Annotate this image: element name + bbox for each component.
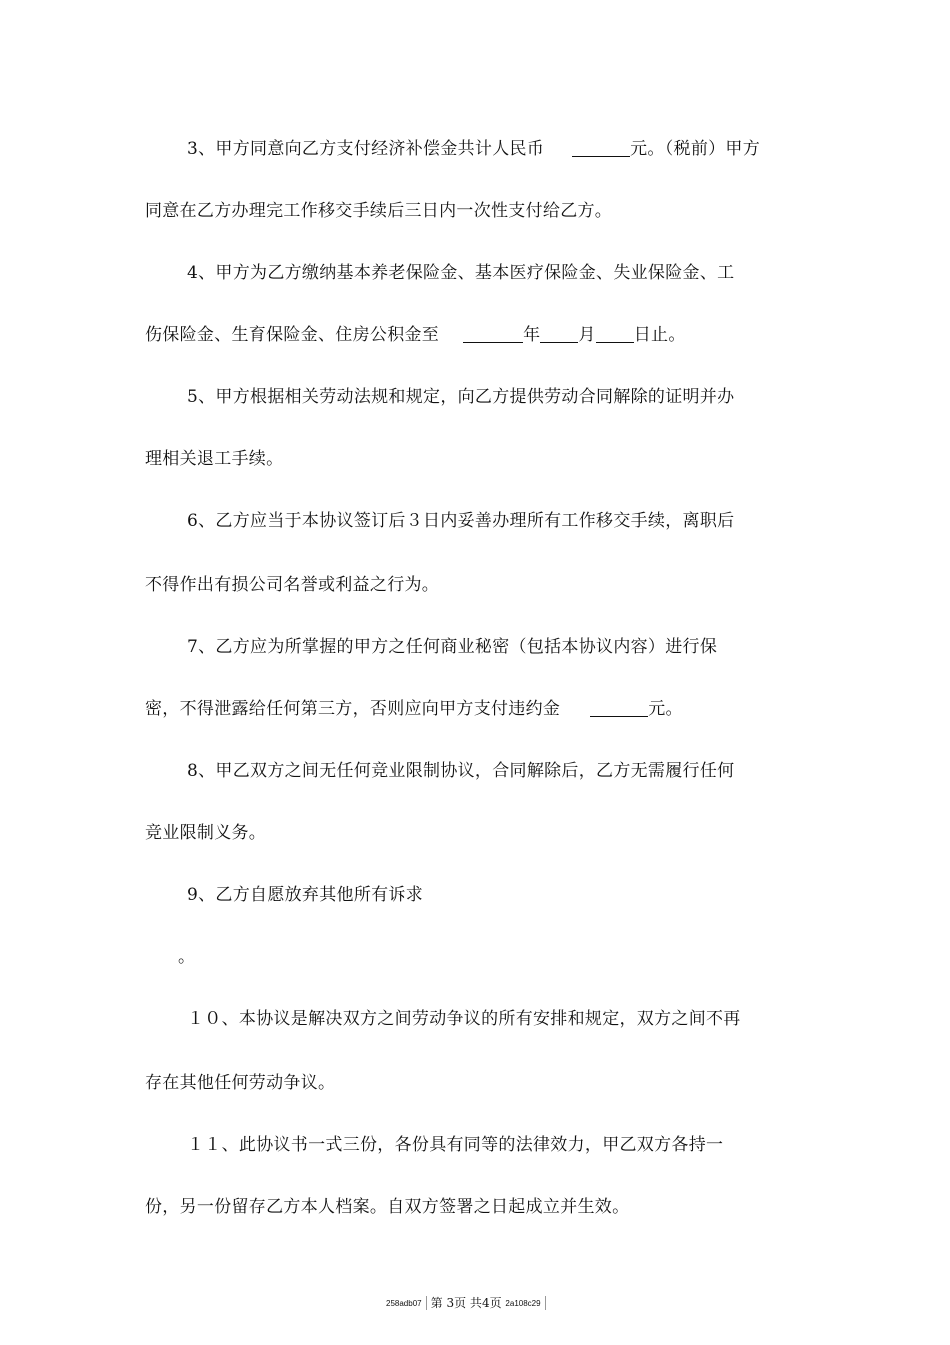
clause-9-line-2: 。 <box>178 947 196 967</box>
clause-9-line-1: 9、乙方自愿放弃其他所有诉求 <box>187 885 424 905</box>
page-current: 3 <box>446 1296 455 1310</box>
clause-6-line-2: 不得作出有损公司名誉或利益之行为。 <box>145 575 440 595</box>
clause-7-line-2 <box>145 698 683 720</box>
day-label: 日止。 <box>633 325 686 345</box>
penalty-amount-blank <box>590 700 648 717</box>
clause-7-text-a: 密，不得泄露给任何第三方，否则应向甲方支付违约金 <box>145 699 561 719</box>
footer-separator-left <box>426 1296 427 1310</box>
month-blank <box>540 326 578 343</box>
clause-5-line-1: 5、甲方根据相关劳动法规和规定，向乙方提供劳动合同解除的证明并办 <box>187 387 735 407</box>
clause-3-text-a: 3、甲方同意向乙方支付经济补偿金共计人民币 <box>187 139 545 159</box>
clause-8-line-1: 8、甲乙双方之间无任何竞业限制协议，合同解除后，乙方无需履行任何 <box>187 761 735 781</box>
clause-6-line-1: 6、乙方应当于本协议签订后３日内妥善办理所有工作移交手续，离职后 <box>187 511 735 531</box>
total-prefix: 共 <box>469 1296 482 1310</box>
footer-separator-right <box>545 1296 546 1310</box>
clause-11-line-1: １１、此协议书一式三份，各份具有同等的法律效力，甲乙双方各持一 <box>187 1135 724 1155</box>
compensation-amount-blank <box>572 140 630 157</box>
page-total: 4 <box>481 1296 490 1310</box>
clause-8-line-2: 竞业限制义务。 <box>145 823 267 843</box>
footer-code-right: 2a108c29 <box>505 1299 541 1308</box>
clause-4-text-a: 伤保险金、生育保险金、住房公积金至 <box>145 325 440 345</box>
total-suffix: 页 <box>489 1296 502 1310</box>
page-prefix: 第 <box>430 1296 443 1310</box>
year-label: 年 <box>523 325 541 345</box>
clause-4-line-1: 4、甲方为乙方缴纳基本养老保险金、基本医疗保险金、失业保险金、工 <box>187 263 735 283</box>
page-footer <box>386 1296 550 1311</box>
footer-code-left: 258adb07 <box>386 1299 422 1308</box>
page-suffix: 页 <box>454 1296 467 1310</box>
year-blank <box>463 326 523 343</box>
month-label: 月 <box>578 325 596 345</box>
clause-10-line-2: 存在其他任何劳动争议。 <box>145 1073 336 1093</box>
clause-7-line-1: 7、乙方应为所掌握的甲方之任何商业秘密（包括本协议内容）进行保 <box>187 637 718 657</box>
clause-4-line-2 <box>145 324 686 346</box>
day-blank <box>596 326 634 343</box>
clause-5-line-2: 理相关退工手续。 <box>145 449 284 469</box>
clause-3-text-b: 元。（税前）甲方 <box>630 139 761 159</box>
clause-3-line-1 <box>187 138 760 160</box>
clause-10-line-1: １０、本协议是解决双方之间劳动争议的所有安排和规定，双方之间不再 <box>187 1009 741 1029</box>
clause-11-line-2: 份，另一份留存乙方本人档案。自双方签署之日起成立并生效。 <box>145 1197 630 1217</box>
clause-3-line-2: 同意在乙方办理完工作移交手续后三日内一次性支付给乙方。 <box>145 201 613 221</box>
clause-7-text-b: 元。 <box>648 699 683 719</box>
